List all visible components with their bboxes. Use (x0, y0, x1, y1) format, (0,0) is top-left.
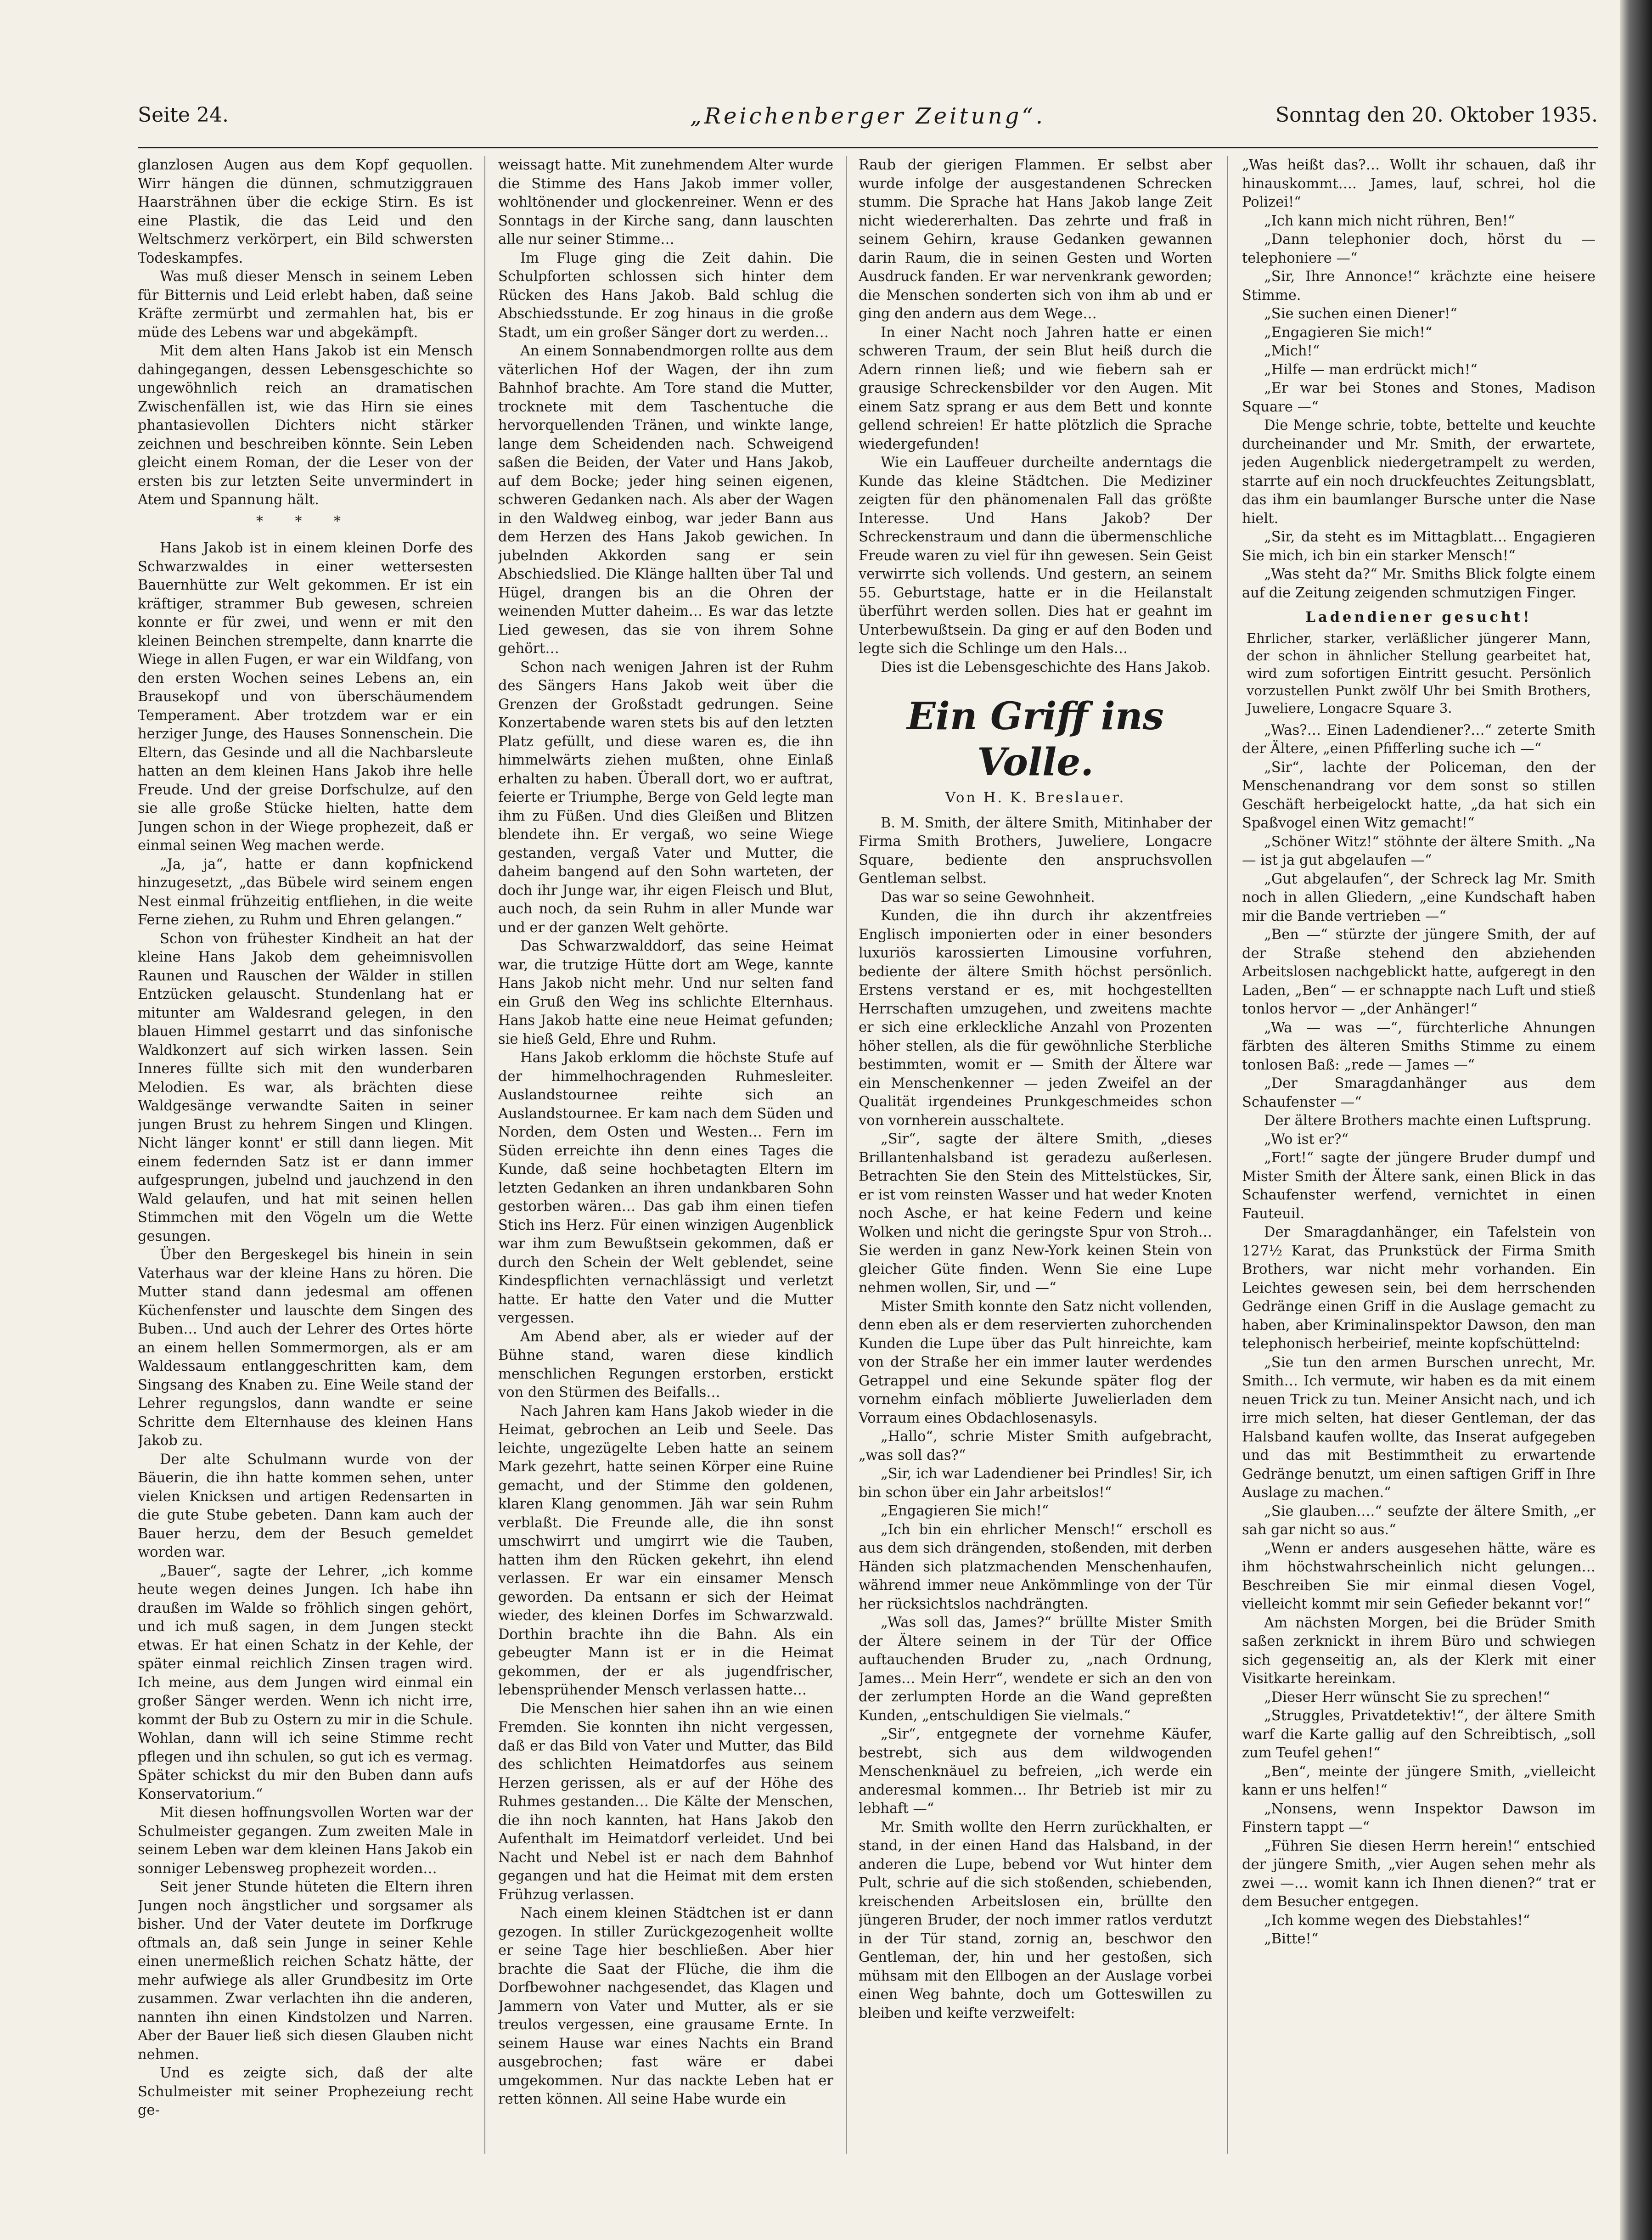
paragraph: In einer Nacht noch Jahren hatte er einen schweren Traum, der sein Blut heiß durch die Adern rinnen ließ; und wie fiebern sah er grausige Schreckensbilder vor den Augen. Mit einem Satz sprang er aus dem Bett und konnte gellend schreien! Er hatte plötzlich die Sprache wiedergefunden! (859, 324, 1212, 452)
paragraph: „Bauer“, sagte der Lehrer, „ich komme heute wegen deines Jungen. Ich habe ihn draußen im Walde so fröhlich singen gehört, und ich muß sagen, in dem Jungen steckt etwas. Er hat einen Schatz in der Kehle, der später einmal reichlich Zinsen tragen wird. Ich meine, aus dem Jungen wird einmal ein großer Sänger werden. Wenn ich nicht irre, kommt der Bub zu Ostern zu mir in die Schule. Wohlan, dann will ich seine Stimme recht pflegen und ihn schulen, so gut ich es vermag. Später schickst du mir den Buben dann aufs Konservatorium.“ (138, 1563, 473, 1802)
paragraph: „Sir“, lachte der Policeman, den der Menschenandrang vor dem sonst so stillen Geschäft herbeigelockt hatte, „da hat sich ein Spaßvogel einen Witz gemacht!“ (1242, 759, 1596, 831)
column-4 (1242, 156, 1596, 2154)
column-divider (1227, 156, 1228, 2154)
story-title: Ein Griff ins Volle. (907, 694, 1164, 784)
paragraph: „Was heißt das?… Wollt ihr schauen, daß ihr hinauskommt…. James, lauf, schrei, hol die Polizei!“ (1242, 157, 1596, 210)
paragraph: „Sir, ich war Ladendiener bei Prindles! Sir, ich bin schon über ein Jahr arbeitslos!“ (859, 1466, 1212, 1501)
paragraph: „Sie suchen einen Diener!“ (1264, 306, 1457, 322)
paragraph: Schon nach wenigen Jahren ist der Ruhm des Sängers Hans Jakob weit über die Grenzen der Großstadt gedrungen. Seine Konzertabende waren stets bis auf den letzten Platz gefüllt, und diese waren es, die ihn himmelwärts ziehen mußten, ohne Einlaß erhalten zu haben. Überall dort, wo er auftrat, feierte er Triumphe, Berge von Geld legte man ihm zu Füßen. Und dies Gleißen und Blitzen blendete ihn. Er vergaß, wo seine Wiege gestanden, vergaß Vater und Mutter, die daheim bangend auf den Sohn warteten, der doch ihr Junge war, ihr eigen Fleisch und Blut, auch noch, da sein Ruhm in aller Munde war und er der ganzen Welt gehörte. (498, 659, 833, 936)
paragraph: „Sir, Ihre Annonce!“ krächzte eine heisere Stimme. (1242, 269, 1596, 304)
column-divider (484, 156, 485, 2154)
column-2 (498, 156, 833, 2154)
paragraph: „Sir, da steht es im Mittagblatt… Engagieren Sie mich, ich bin ein starker Mensch!“ (1242, 529, 1596, 564)
paragraph: „Schöner Witz!“ stöhnte der ältere Smith. „Na — ist ja gut abgelaufen —“ (1242, 833, 1596, 868)
paragraph: Mister Smith konnte den Satz nicht vollenden, denn eben als er dem reservierten zuhorchenden Kunden die Lupe über das Pult hinreichte, kam von der Straße her ein immer lauter werdendes Getrappel und eine Sekunde später flog der vornehm einfach möblierte Juwelierladen dem Vorraum eines Obdachlosenasyls. (859, 1298, 1212, 1426)
page-header (138, 103, 1598, 140)
newspaper-title: „Reichenberger Zeitung“. (690, 103, 1046, 129)
paragraph: Das war so seine Gewohnheit. (881, 889, 1095, 906)
paragraph: „Sie tun den armen Burschen unrecht, Mr. Smith… Ich vermute, wir haben es da mit einem neuen Trick zu tun. Meiner Ansicht nach, und ich irre mich selten, hat dieser Gentleman, der das Halsband kaufen wollte, das Inserat aufgegeben und das mit Bestimmtheit zu erwartende Gedränge benutzt, um einen saftigen Griff in Ihre Auslage zu machen.“ (1242, 1354, 1596, 1501)
paragraph: „Was steht da?“ Mr. Smiths Blick folgte einem auf die Zeitung zeigenden schmutzigen Finger. (1242, 566, 1596, 601)
paragraph: „Führen Sie diesen Herrn herein!“ entschied der jüngere Smith, „vier Augen sehen mehr als zwei —… womit kann ich Ihnen dienen?“ trat er dem Besucher entgegen. (1242, 1838, 1596, 1910)
paragraph: Nach einem kleinen Städtchen ist er dann gezogen. In stiller Zurückgezogenheit wollte er seine Tage hier beschließen. Aber hier brachte die Saat der Flüche, die ihm die Dorfbewohner nachgesendet, das Klagen und Jammern von Vater und Mutter, als er sie treulos vergessen, eine grausame Ernte. In seinem Hause war eines Nachts ein Brand ausgebrochen; fast wäre er dabei umgekommen. Nur das nackte Leben hat er retten können. All seine Habe wurde ein (498, 1905, 833, 2107)
column-1 (138, 156, 473, 2154)
paragraph: Hans Jakob erklomm die höchste Stufe auf der himmelhochragenden Ruhmesleiter. Auslandstournee reihte sich an Auslandstournee. Er kam nach dem Süden und Norden, dem Osten und Westen… Fern im Süden erreichte ihn denn eines Tages die Kunde, daß seine hochbetagten Eltern im letzten Gedanken an ihren undankbaren Sohn gestorben wären… Das gab ihm einen tiefen Stich ins Herz. Für einen winzigen Augenblick war ihm zum Bewußtsein gekommen, daß er durch den Schein der Welt geblendet, seine Kindespflichten vernachlässigt und verletzt hatte. Er hatte den Vater und die Mutter vergessen. (498, 1050, 833, 1326)
paragraph: „Dieser Herr wünscht Sie zu sprechen!“ (1264, 1689, 1551, 1705)
paragraph: „Der Smaragdanhänger aus dem Schaufenster —“ (1242, 1075, 1596, 1110)
paragraph: „Engagieren Sie mich!“ (1264, 324, 1433, 341)
paragraph: Am Abend aber, als er wieder auf der Bühne stand, waren diese kindlich menschlichen Regungen erstorben, erstickt von den Stürmen des Beifalls… (498, 1328, 833, 1401)
paragraph: „Hallo“, schrie Mister Smith aufgebracht, „was soll das?“ (859, 1429, 1212, 1463)
paragraph: Kunden, die ihn durch ihr akzentfreies Englisch imponierten oder in einer besonders luxuriös karossierten Limousine vorfuhren, bediente der ältere Smith höchst persönlich. Erstens verstand er es, mit hochgestellten Herrschaften umzugehen, und zweitens machte er sich eine erkleckliche Anzahl von Prozenten höher stellen, als die für gewöhnliche Sterbliche bestimmten, womit er — Smith der Ältere war ein Menschenkenner — jeden Zweifel an der Qualität irgendeines Prunkgeschmeides schon von vornherein ausschaltete. (859, 908, 1212, 1129)
paragraph: Raub der gierigen Flammen. Er selbst aber wurde infolge der ausgestandenen Schrecken stumm. Die Sprache hat Hans Jakob lange Zeit nicht wiedererhalten. Das zehrte und fraß in seinem Gehirn, krause Gedanken gewannen darin Raum, die in seinen Gesten und Worten Ausdruck fanden. Er war nervenkrank geworden; die Menschen sonderten sich von ihm ab und er ging den andern aus dem Wege… (859, 157, 1212, 322)
paragraph: „Engagieren Sie mich!“ (881, 1503, 1049, 1519)
paragraph: Am nächsten Morgen, bei die Brüder Smith saßen zerknickt in ihrem Büro und schwiegen sich gegenseitig an, als der Klerk mit einer Visitkarte hereinkam. (1242, 1615, 1596, 1687)
ad-title: Ladendiener gesucht! (1305, 609, 1532, 625)
paragraph: „Was?… Einen Ladendiener?…“ zeterte Smith der Ältere, „einen Pfifferling suche ich —“ (1242, 722, 1596, 757)
paragraph: Die Menschen hier sahen ihn an wie einen Fremden. Sie konnten ihn nicht vergessen, daß er das Bild von Vater und Mutter, das Bild des schlichten Heimatdorfes aus seinem Herzen gerissen, als er auf der Höhe des Ruhmes gestanden… Die Kälte der Menschen, die ihn noch kannten, hat Hans Jakob den Aufenthalt im Heimatdorf verleidet. Und bei Nacht und Nebel ist er nach dem Bahnhof gegangen und hat die Heimat mit dem ersten Frühzug verlassen. (498, 1700, 833, 1903)
paragraph: Was muß dieser Mensch in seinem Leben für Bitternis und Leid erlebt haben, daß seine Kräfte zermürbt und zermahlen hat, bis er müde des Lebens war und abgekämpft. (138, 269, 473, 341)
header-rule (138, 147, 1598, 148)
paragraph: Mit diesen hoffnungsvollen Worten war der Schulmeister gegangen. Zum zweiten Male in seinem Leben war dem kleinen Hans Jakob ein sonniger Lebensweg prophezeit worden… (138, 1805, 473, 1877)
paragraph: Schon von frühester Kindheit an hat der kleine Hans Jakob dem geheimnisvollen Raunen und Rauschen der Wälder in stillen Entzücken gelauscht. Stundenlang hat er mitunter am Waldesrand gelegen, in den blauen Himmel gestarrt und das sinfonische Waldkonzert auf sich wirken lassen. Sein Inneres füllte sich mit den wunderbaren Melodien. Es war, als brächten diese Waldgesänge verwandte Saiten in seiner jungen Brust zu hehrem Singen und Klingen. Nicht länger konnt' er still dann liegen. Mit einem federnden Satz ist er dann immer aufgesprungen, jubelnd und jauchzend in den Wald gelaufen, und hat mit seinen hellen Stimmchen mit den Vögeln um die Wette gesungen. (138, 930, 473, 1244)
paragraph: „Struggles, Privatdetektiv!“, der ältere Smith warf die Karte gallig auf den Schreibtisch, „soll zum Teufel gehen!“ (1242, 1708, 1596, 1761)
classified-ad (1242, 608, 1596, 721)
page-number: Seite 24. (138, 103, 229, 127)
paragraph: Seit jener Stunde hüteten die Eltern ihren Jungen noch ängstlicher und sorgsamer als bisher. Und der Vater deutete im Dorfkruge oftmals an, daß sein Junge in seiner Kehle einen unermeßlich reichen Schatz hätte, der mehr aufwiege als aller Grundbesitz im Orte zusammen. Zwar verlachten ihn die anderen, nannten ihn einen Kindstolzen und Narren. Aber der Bauer ließ sich diesen Glauben nicht nehmen. (138, 1879, 473, 2063)
paragraph: Der ältere Brothers machte einen Luftsprung. (1264, 1113, 1591, 1129)
section-separator: * * * (256, 513, 355, 529)
column-divider (846, 156, 847, 2154)
paragraph: „Ich bin ein ehrlicher Mensch!“ erscholl es aus dem sich drängenden, stoßenden, mit derben Händen sich platzmachenden Menschenhaufen, während immer neue Ankömmlinge von der Tür her rücksichtslos nachdrängten. (859, 1521, 1212, 1612)
paragraph: Der alte Schulmann wurde von der Bäuerin, die ihn hatte kommen sehen, unter vielen Knicksen und artigen Redensarten in die gute Stube gebeten. Dann kam auch der Bauer herzu, dem der Besuch gemeldet worden war. (138, 1451, 473, 1560)
paragraph: „Sie glauben….“ seufzte der ältere Smith, „er sah gar nicht so aus.“ (1242, 1503, 1596, 1538)
paragraph: „Hilfe — man erdrückt mich!“ (1264, 361, 1478, 378)
paragraph: „Mich!“ (1264, 343, 1320, 359)
paragraph: „Ich kann mich nicht rühren, Ben!“ (1264, 213, 1515, 229)
paragraph: „Sir“, entgegnete der vornehme Käufer, bestrebt, sich aus dem wildwogenden Menschenknäuel zu befreien, „ich werde ein anderesmal kommen… Ihr Betrieb ist mir zu lebhaft —“ (859, 1726, 1212, 1817)
paragraph: Im Fluge ging die Zeit dahin. Die Schulpforten schlossen sich hinter dem Rücken des Hans Jakob. Bald schlug die Abschiedsstunde. Er zog hinaus in die große Stadt, um ein großer Sänger dort zu werden… (498, 250, 833, 341)
paragraph: Über den Bergeskegel bis hinein in sein Vaterhaus war der kleine Hans zu hören. Die Mutter stand dann jedesmal am offenen Küchenfenster und lauschte dem Singen des Buben… Und auch der Lehrer des Ortes hörte an einem hellen Sommermorgen, als er am Waldessaum entlanggeschritten kam, dem Singsang des Knaben zu. Eine Weile stand der Lehrer regungslos, dann wandte er seine Schritte dem Elternhause des kleinen Hans Jakob zu. (138, 1247, 473, 1449)
paragraph: „Wenn er anders ausgesehen hätte, wäre es ihm höchstwahrscheinlich nicht gelungen… Beschreiben Sie mir einmal diesen Vogel, vielleicht kommt mir sein Gefieder bekannt vor!“ (1242, 1540, 1596, 1612)
ad-body: Ehrlicher, starker, verläßlicher jüngerer Mann, der schon in ähnlicher Stellung gearbeitet hat, wird zum sofortigen Eintritt gesucht. Persönlich vorzustellen Punkt zwölf Uhr bei Smith Brothers, Juweliere, Longacre Square 3. (1247, 630, 1591, 716)
paragraph: „Was soll das, James?“ brüllte Mister Smith der Ältere seinem in der Tür der Office auftauchenden Bruder zu, „nach Ordnung, James… Mein Herr“, wendete er sich an den von der zerlumpten Horde an die Wand gepreßten Kunden, „entschuldigen Sie vielmals.“ (859, 1615, 1212, 1724)
paragraph: Der Smaragdanhänger, ein Tafelstein von 127½ Karat, das Prunkstück der Firma Smith Brothers, war nicht mehr vorhanden. Ein Leichtes gewesen sein, bei dem herrschenden Gedränge einen Griff in die Auslage gemacht zu haben, aber Kriminalinspektor Dawson, den man telephonisch herbeirief, meinte kopfschüttelnd: (1242, 1224, 1596, 1352)
paragraph: Nach Jahren kam Hans Jakob wieder in die Heimat, gebrochen an Leib und Seele. Das leichte, ungezügelte Leben hatte an seinem Mark gezehrt, hatte seinen Körper eine Ruine gemacht, und der Stimme den goldenen, klaren Klang genommen. Jäh war sein Ruhm verblaßt. Die Freunde alle, die ihn sonst umschwirrt und umgirrt wie die Tauben, hatten ihm den Rücken gekehrt, ihn elend verlassen. Er war ein einsamer Mensch geworden. Da entsann er sich der Heimat wieder, des kleinen Dorfes im Schwarzwald. Dorthin brachte ihn die Bahn. Als ein gebeugter Mann ist er in die Heimat gekommen, der er als jugendfrischer, lebensprühender Mensch verlassen hatte… (498, 1403, 833, 1698)
paragraph: „Fort!“ sagte der jüngere Bruder dumpf und Mister Smith der Ältere sank, einen Blick in das Schaufenster werfend, vernichtet in einen Fauteuil. (1242, 1150, 1596, 1222)
column-3 (859, 156, 1212, 2154)
paragraph: Hans Jakob ist in einem kleinen Dorfe des Schwarzwaldes in einer wettersesten Bauernhütte zur Welt gekommen. Er ist ein kräftiger, strammer Bub gewesen, schreien konnte er für zwei, und wenn er mit den kleinen Beinchen strempelte, dann knarrte die Wiege in allen Fugen, er war ein Wildfang, von den ersten Wochen seines Lebens an, ein Brausekopf und von überschäumendem Temperament. Aber trotzdem war er ein herziger Junge, des Hauses Sonnenschein. Die Eltern, das Gesinde und all die Nachbarsleute hatten an dem kleinen Hans Jakob ihre helle Freude. Und der greise Dorfschulze, auf den sie alle große Stücke hielten, hatte dem Jungen schon in der Wiege prophezeit, daß er einmal seinen Weg machen werde. (138, 540, 473, 854)
paragraph: Wie ein Lauffeuer durcheilte anderntags die Kunde das kleine Städtchen. Die Mediziner zeigten für den phänomenalen Fall das größte Interesse. Und Hans Jakob? Der Schreckenstraum und dann die übermenschliche Freude waren zu viel für ihn gewesen. Sein Geist verwirrte sich vollends. Und gestern, an seinem 55. Geburtstage, hatte er in die Heilanstalt überführt werden sollen. Dies hat er geahnt im Unterbewußtsein. Da ging er auf den Boden und legte sich die Schlinge um den Hals… (859, 455, 1212, 657)
paragraph: B. M. Smith, der ältere Smith, Mitinhaber der Firma Smith Brothers, Juweliere, Longacre Square, bediente den anspruchsvollen Gentleman selbst. (859, 815, 1212, 887)
paragraph: „Ben“, meinte der jüngere Smith, „vielleicht kann er uns helfen!“ (1242, 1763, 1596, 1798)
paragraph: „Nonsens, wenn Inspektor Dawson im Finstern tappt —“ (1242, 1801, 1596, 1835)
paragraph: Und es zeigte sich, daß der alte Schulmeister mit seiner Prophezeiung recht ge- (138, 2065, 473, 2118)
paragraph: Die Menge schrie, tobte, bettelte und keuchte durcheinander und Mr. Smith, der erwartete, jeden Augenblick niedergetrampelt zu werden, starrte auf ein noch druckfeuchtes Zeitungsblatt, das ihm ein baumlanger Bursche unter die Nase hielt. (1242, 417, 1596, 527)
paragraph: Das Schwarzwalddorf, das seine Heimat war, die trutzige Hütte dort am Wege, kannte Hans Jakob nicht mehr. Und nur selten fand ein Gruß den Weg ins schlichte Elternhaus. Hans Jakob hatte eine neue Heimat gefunden; sie hieß Geld, Ehre und Ruhm. (498, 938, 833, 1047)
scan-edge (1620, 0, 1652, 2240)
issue-date: Sonntag den 20. Oktober 1935. (1276, 103, 1598, 127)
paragraph: „Ich komme wegen des Diebstahles!“ (1264, 1912, 1530, 1929)
paragraph: „Sir“, sagte der ältere Smith, „dieses Brillantenhalsband ist geradezu außerlesen. Betrachten Sie den Stein des Mittelstückes, Sir, er ist vom reinsten Wasser und hat weder Knoten noch Asche, er hat keine Federn und keine Wolken und nicht die geringste Spur von Stroh… Sie werden in ganz New-York keinen Stein von gleicher Güte finden. Wenn Sie eine Lupe nehmen wollen, Sir, und —“ (859, 1131, 1212, 1296)
paragraph: Mr. Smith wollte den Herrn zurückhalten, er stand, in der einen Hand das Halsband, in der anderen die Lupe, bebend vor Wut hinter dem Pult, schrie auf die sich stoßenden, schiebenden, kreischenden Arbeitslosen ein, brüllte den jüngeren Bruder, der noch immer ratlos verdutzt in der Tür stand, zornig an, beschwor den Gentleman, der, hin und her gestoßen, sich mühsam mit den Ellbogen an der Auslage vorbei einen Weg bahnte, doch um Gotteswillen zu bleiben und keifte verzweifelt: (859, 1819, 1212, 2021)
paragraph: Mit dem alten Hans Jakob ist ein Mensch dahingegangen, dessen Lebensgeschichte so ungewöhnlich reich an dramatischen Zwischenfällen ist, wie das Hirn sie eines phantasievollen Dichters nicht stärker zeichnen und beschreiben könnte. Sein Leben gleicht einem Roman, der die Leser von der ersten bis zur letzten Seite unvermindert in Atem und Spannung hält. (138, 343, 473, 508)
paragraph: „Ja, ja“, hatte er dann kopfnickend hinzugesetzt, „das Bübele wird seinem engen Nest einmal frühzeitig entfliehen, in die weite Ferne ziehen, zu Ruhm und Ehren gelangen.“ (138, 856, 473, 928)
paragraph: „Wa — was —“, fürchterliche Ahnungen färbten des älteren Smiths Stimme zu einem tonlosen Baß: „rede — James —“ (1242, 1019, 1596, 1073)
paragraph: „Bitte!“ (1264, 1931, 1319, 1947)
paragraph: weissagt hatte. Mit zunehmendem Alter wurde die Stimme des Hans Jakob immer voller, wohltönender und glockenreiner. Wenn er des Sonntags in der Kirche sang, dann lauschten alle nur seiner Stimme… (498, 157, 833, 248)
paragraph: glanzlosen Augen aus dem Kopf gequollen. Wirr hängen die dünnen, schmutziggrauen Haarsträhnen über die eckige Stirn. Es ist eine Plastik, die das Leid und den Weltschmerz verkörpert, ein Bild schwersten Todeskampfes. (138, 157, 473, 266)
story-byline: Von H. K. Breslauer. (945, 790, 1126, 806)
paragraph: An einem Sonnabendmorgen rollte aus dem väterlichen Hof der Wagen, der ihn zum Bahnhof brachte. Am Tore stand die Mutter, trocknete mit dem Taschentuche die hervorquellenden Tränen, und winkte lange, lange dem Scheidenden nach. Schweigend saßen die Beiden, der Vater und Hans Jakob, auf dem Bocke; jeder hing seinen eigenen, schweren Gedanken nach. Als aber der Wagen in den Waldweg einbog, war jeder Bann aus dem Herzen des Hans Jakob gewichen. In jubelnden Akkorden sang er sein Abschiedslied. Die Klänge hallten über Tal und Hügel, drangen bis an die Ohren der weinenden Mutter daheim… Es war das letzte Lied gewesen, das sie von ihrem Sohne gehört… (498, 343, 833, 657)
paragraph: „Gut abgelaufen“, der Schreck lag Mr. Smith noch in allen Gliedern, „eine Kundschaft haben mir die Bande vertrieben —“ (1242, 871, 1596, 924)
paragraph: „Wo ist er?“ (1264, 1131, 1349, 1148)
paragraph: Dies ist die Lebensgeschichte des Hans Jakob. (881, 659, 1211, 675)
paragraph: „Dann telephonier doch, hörst du — telephoniere —“ (1242, 231, 1596, 266)
paragraph: „Er war bei Stones and Stones, Madison Square —“ (1242, 380, 1596, 415)
paragraph: „Ben —“ stürzte der jüngere Smith, der auf der Straße stehend den abziehenden Arbeitslosen nachgeblickt hatte, aufgeregt in den Laden, „Ben“ — er schnappte nach Luft und stieß tonlos hervor — „der Anhänger!“ (1242, 927, 1596, 1017)
